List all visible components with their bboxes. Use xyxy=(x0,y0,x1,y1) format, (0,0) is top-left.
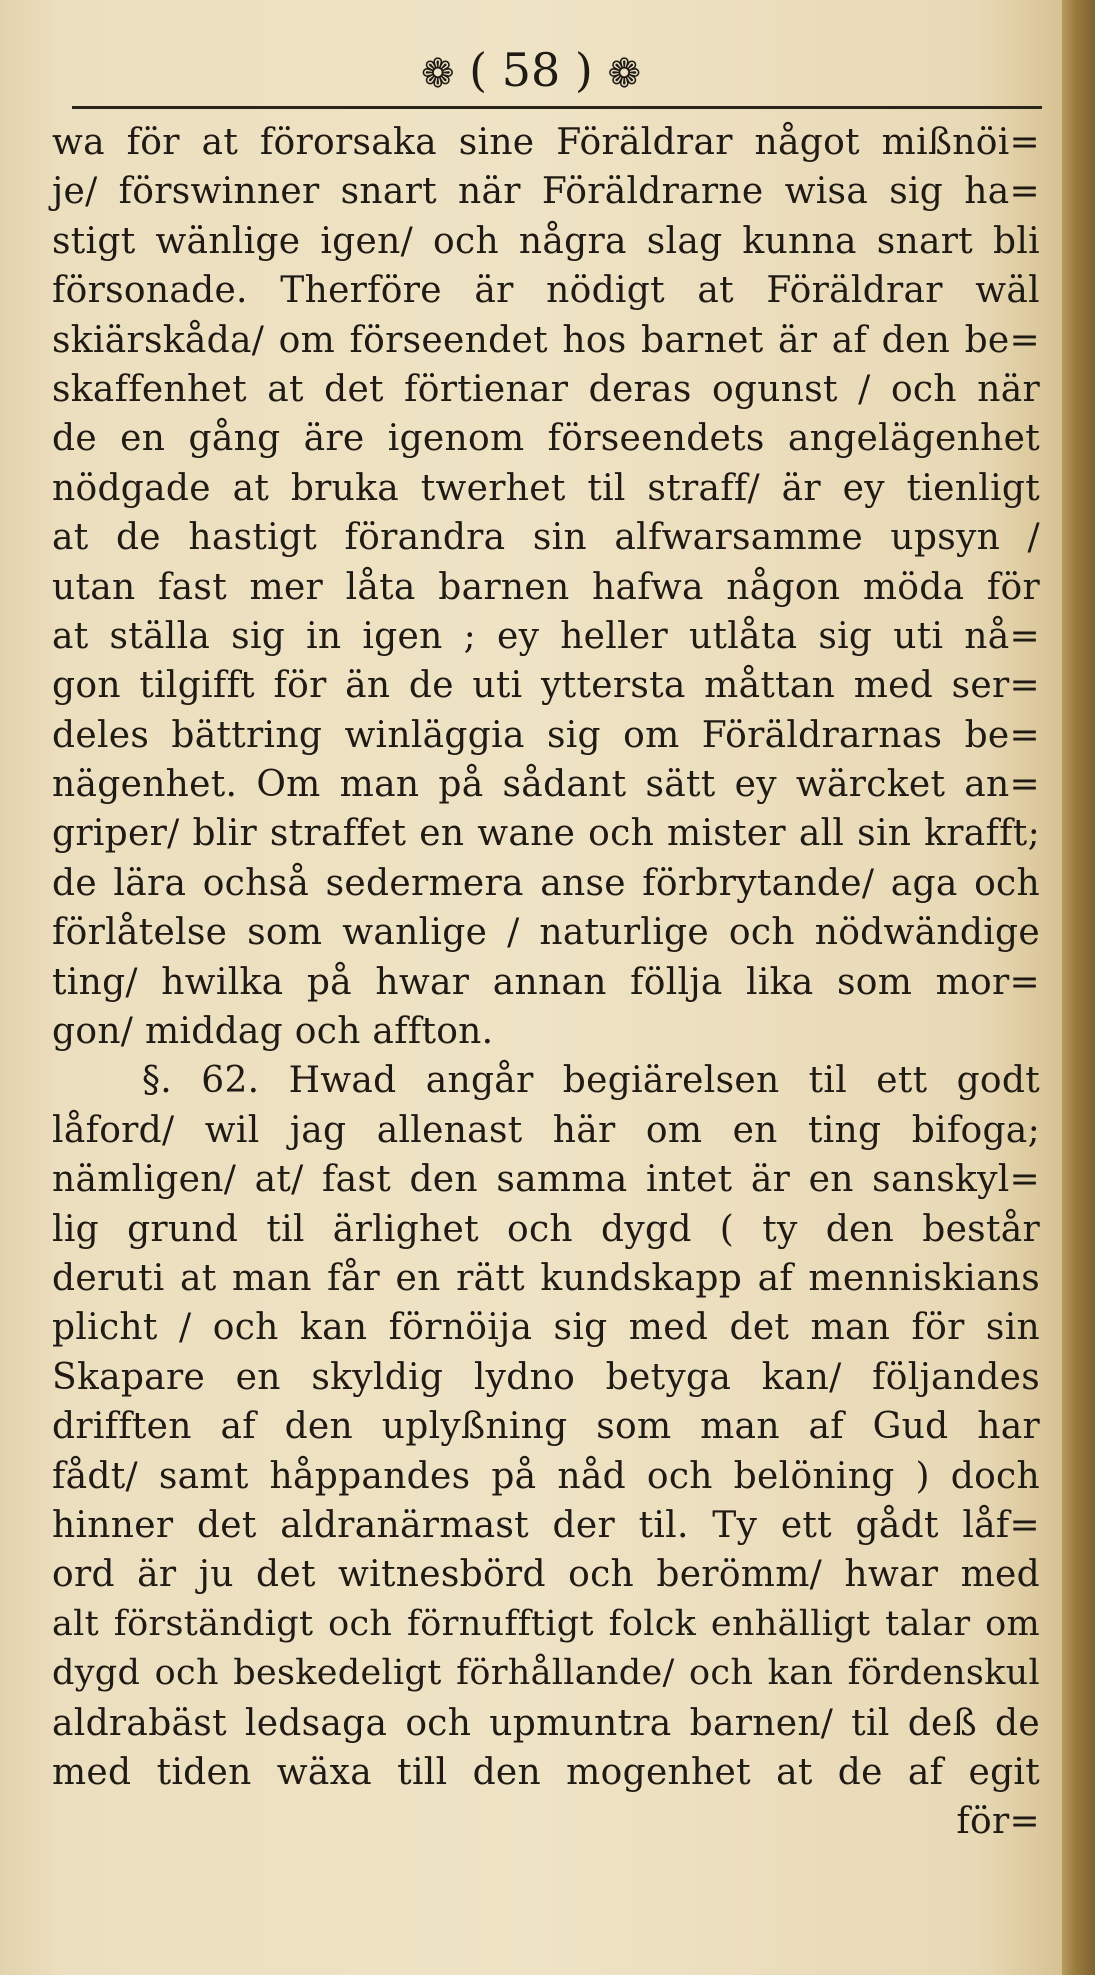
text-line: je/ förswinner snart när Föräldrarne wisa sig ha= xyxy=(52,171,1040,213)
text-line: med tiden wäxa till den mogenhet at de af egit xyxy=(52,1751,1040,1793)
text-line: aldrabäst ledsaga och upmuntra barnen/ til deß de xyxy=(52,1702,1040,1744)
text-line: ord är ju det witnesbörd och berömm/ hwar med xyxy=(52,1554,1040,1596)
text-line: drifften af den uplyßning som man af Gud har xyxy=(52,1406,1040,1448)
text-line: lig grund til ärlighet och dygd ( ty den består xyxy=(52,1208,1040,1250)
page-header xyxy=(0,40,1062,104)
ornament-left-icon: ❁ xyxy=(421,51,455,97)
page-number: ( 58 ) xyxy=(469,43,593,97)
catchword: för= xyxy=(956,1801,1040,1843)
text-line: fådt/ samt håppandes på nåd och belöning ) doch xyxy=(52,1455,1040,1497)
text-line: deruti at man får en rätt kundskapp af menniskians xyxy=(52,1257,1040,1299)
section-heading-line: §. 62. Hwad angår begiärelsen til ett godt xyxy=(142,1060,1040,1102)
text-line: utan fast mer låta barnen hafwa någon möda för xyxy=(52,566,1040,608)
text-line: ting/ hwilka på hwar annan föllja lika som mor= xyxy=(52,961,1040,1003)
text-line: försonade. Therföre är nödigt at Föräldrar wäl xyxy=(52,270,1040,312)
text-line: at ställa sig in igen ; ey heller utlåta sig uti nå= xyxy=(52,615,1040,657)
text-line: wa för at förorsaka sine Föräldrar något mißnöi= xyxy=(52,122,1040,163)
body-text xyxy=(52,118,1040,1847)
text-line: hinner det aldranärmast der til. Ty ett gådt låf= xyxy=(52,1504,1040,1546)
text-line: de en gång äre igenom förseendets angelägenhet xyxy=(52,418,1040,460)
text-line: skaffenhet at det förtienar deras ogunst / och när xyxy=(52,368,1040,410)
text-line: låford/ wil jag allenast här om en ting bifoga; xyxy=(52,1109,1040,1151)
text-line: at de hastigt förandra sin alfwarsamme upsyn / xyxy=(52,517,1040,559)
text-line: nämligen/ at/ fast den samma intet är en sanskyl= xyxy=(52,1159,1040,1201)
text-line: nägenhet. Om man på sådant sätt ey wärcket an= xyxy=(52,764,1040,806)
text-line: Skapare en skyldig lydno betyga kan/ följandes xyxy=(52,1356,1040,1398)
header-rule xyxy=(72,106,1042,109)
text-line: gon/ middag och affton. xyxy=(52,1011,494,1053)
text-line: nödgade at bruka twerhet til straff/ är ey tienligt xyxy=(52,467,1040,509)
text-line: deles bättring winläggia sig om Föräldrarnas be= xyxy=(52,714,1040,756)
text-line: griper/ blir straffet en wane och mister all sin krafft; xyxy=(52,813,1040,855)
text-line: stigt wänlige igen/ och några slag kunna snart bli xyxy=(52,220,1040,262)
text-line: gon tilgifft för än de uti yttersta måttan med ser= xyxy=(52,665,1040,707)
text-line: plicht / och kan förnöija sig med det man för sin xyxy=(52,1307,1040,1349)
text-line: dygd och beskedeligt förhållande/ och kan fördenskul xyxy=(52,1653,1040,1694)
text-line: förlåtelse som wanlige / naturlige och nödwändige xyxy=(52,912,1040,954)
text-line: alt förständigt och förnufftigt folck enhälligt talar om xyxy=(52,1603,1040,1644)
text-line: skiärskåda/ om förseendet hos barnet är af den be= xyxy=(52,319,1040,361)
page-edge xyxy=(1062,0,1095,1975)
ornament-right-icon: ❁ xyxy=(607,51,641,97)
text-line: de lära ochså sedermera anse förbrytande/ aga och xyxy=(52,862,1040,904)
